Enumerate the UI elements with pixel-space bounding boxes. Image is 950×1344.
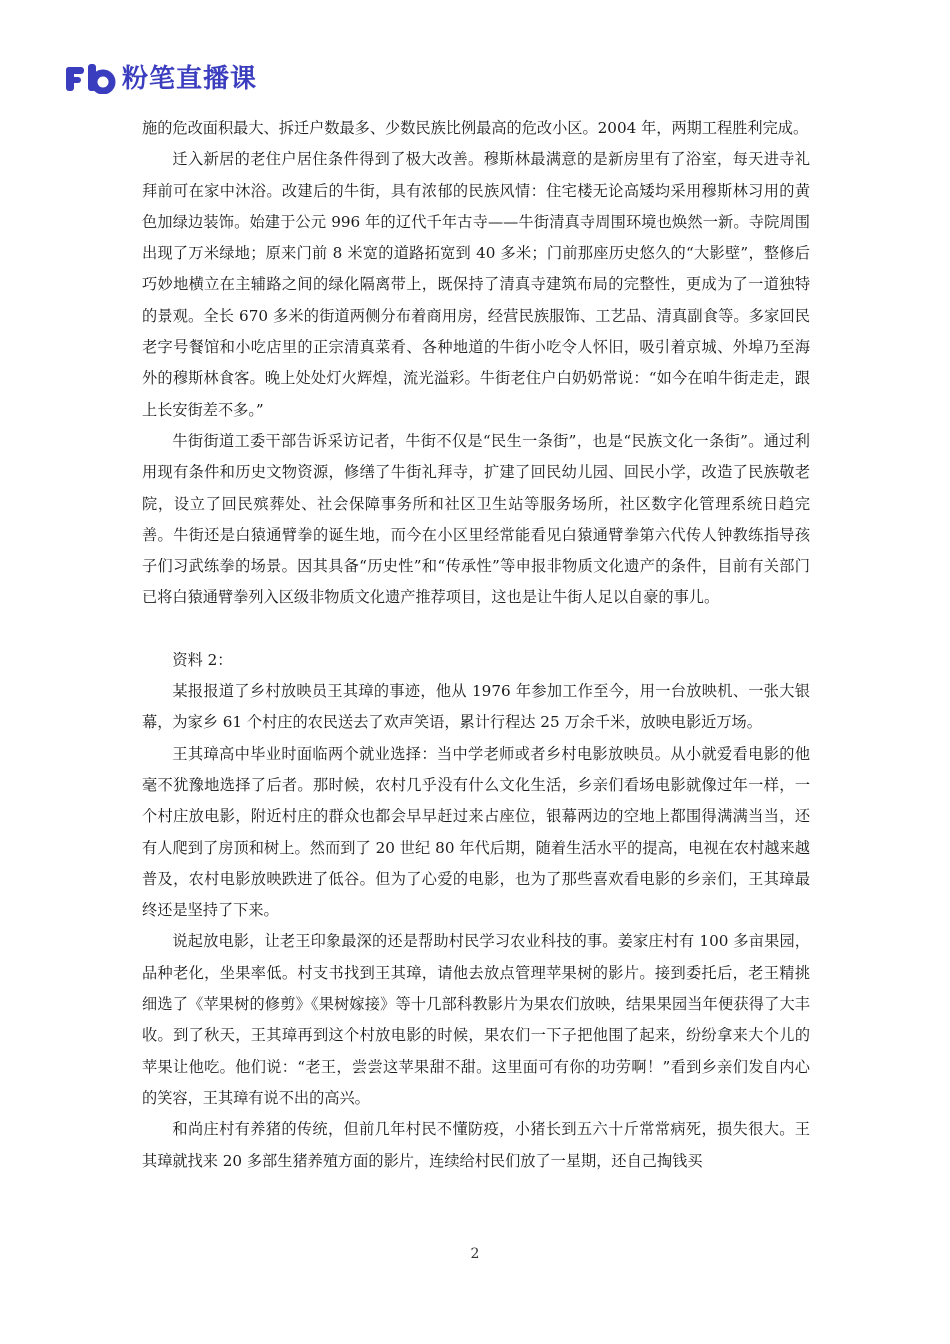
fenbi-logo-icon — [66, 64, 116, 94]
section-label: 资料 2： — [172, 650, 233, 669]
document-body — [142, 113, 810, 1177]
logo-text: 粉笔直播课 — [122, 64, 258, 94]
page-number: 2 — [470, 1246, 480, 1262]
paragraph: 某报报道了乡村放映员王其璋的事迹，他从 1976 年参加工作至今，用一台放映机、一张大银幕，为家乡 61 个村庄的农民送去了欢声笑语，累计行程达 25 万余千米，放映电影近万场。 — [142, 682, 810, 732]
header-logo — [66, 62, 257, 96]
paragraph: 迁入新居的老住户居住条件得到了极大改善。穆斯林最满意的是新房里有了浴室，每天进寺礼拜前可在家中沐浴。改建后的牛街，具有浓郁的民族风情：住宅楼无论高矮均采用穆斯林习用的黄色加绿边装饰。始建于公元 996 年的辽代千年古寺——牛街清真寺周围环境也焕然一新。寺院周围出现了万米绿地；原来门前 8 米宽的道路拓宽到 40 多米；门前那座历史悠久的“大影壁”，整修后巧妙地横立在主辅路之间的绿化隔离带上，既保持了清真寺建筑布局的完整性，更成为了一道独特的景观。全长 670 多米的街道两侧分布着商用房，经营民族服饰、工艺品、清真副食等。多家回民老字号餐馆和小吃店里的正宗清真菜肴、各种地道的牛街小吃令人怀旧，吸引着京城、外埠乃至海外的穆斯林食客。晚上处处灯火辉煌，流光溢彩。牛街老住户白奶奶常说：“如今在咱牛街走走，跟上长安街差不多。” — [142, 150, 810, 419]
paragraph: 和尚庄村有养猪的传统，但前几年村民不懂防疫，小猪长到五六十斤常常病死，损失很大。王其璋就找来 20 多部生猪养殖方面的影片，连续给村民们放了一星期，还自己掏钱买 — [142, 1120, 810, 1170]
paragraph: 王其璋高中毕业时面临两个就业选择：当中学老师或者乡村电影放映员。从小就爱看电影的他毫不犹豫地选择了后者。那时候，农村几乎没有什么文化生活，乡亲们看场电影就像过年一样，一个村庄放电影，附近村庄的群众也都会早早赶过来占座位，银幕两边的空地上都围得满满当当，还有人爬到了房顶和树上。然而到了 20 世纪 80 年代后期，随着生活水平的提高，电视在农村越来越普及，农村电影放映跌进了低谷。但为了心爱的电影，也为了那些喜欢看电影的乡亲们，王其璋最终还是坚持了下来。 — [142, 744, 810, 920]
paragraph: 说起放电影，让老王印象最深的还是帮助村民学习农业科技的事。姜家庄村有 100 多亩果园，品种老化，坐果率低。村支书找到王其璋，请他去放点管理苹果树的影片。接到委托后，老王精挑细选了《苹果树的修剪》《果树嫁接》等十几部科教影片为果农们放映，结果果园当年便获得了大丰收。到了秋天，王其璋再到这个村放电影的时候，果农们一下子把他围了起来，纷纷拿来大个儿的苹果让他吃。他们说：“老王，尝尝这苹果甜不甜。这里面可有你的功劳啊！”看到乡亲们发自内心的笑容，王其璋有说不出的高兴。 — [142, 932, 810, 1107]
paragraph: 牛街街道工委干部告诉采访记者，牛街不仅是“民生一条街”，也是“民族文化一条街”。通过利用现有条件和历史文物资源，修缮了牛街礼拜寺，扩建了回民幼儿园、回民小学，改造了民族敬老院，设立了回民殡葬处、社会保障事务所和社区卫生站等服务场所，社区数字化管理系统日趋完善。牛街还是白猿通臂拳的诞生地，而今在小区里经常能看见白猿通臂拳第六代传人钟教练指导孩子们习武练拳的场景。因其具备“历史性”和“传承性”等申报非物质文化遗产的条件，目前有关部门已将白猿通臂拳列入区级非物质文化遗产推荐项目，这也是让牛街人足以自豪的事儿。 — [142, 431, 810, 607]
paragraph: 施的危改面积最大、拆迁户数最多、少数民族比例最高的危改小区。2004 年，两期工程胜利完成。 — [142, 119, 809, 137]
